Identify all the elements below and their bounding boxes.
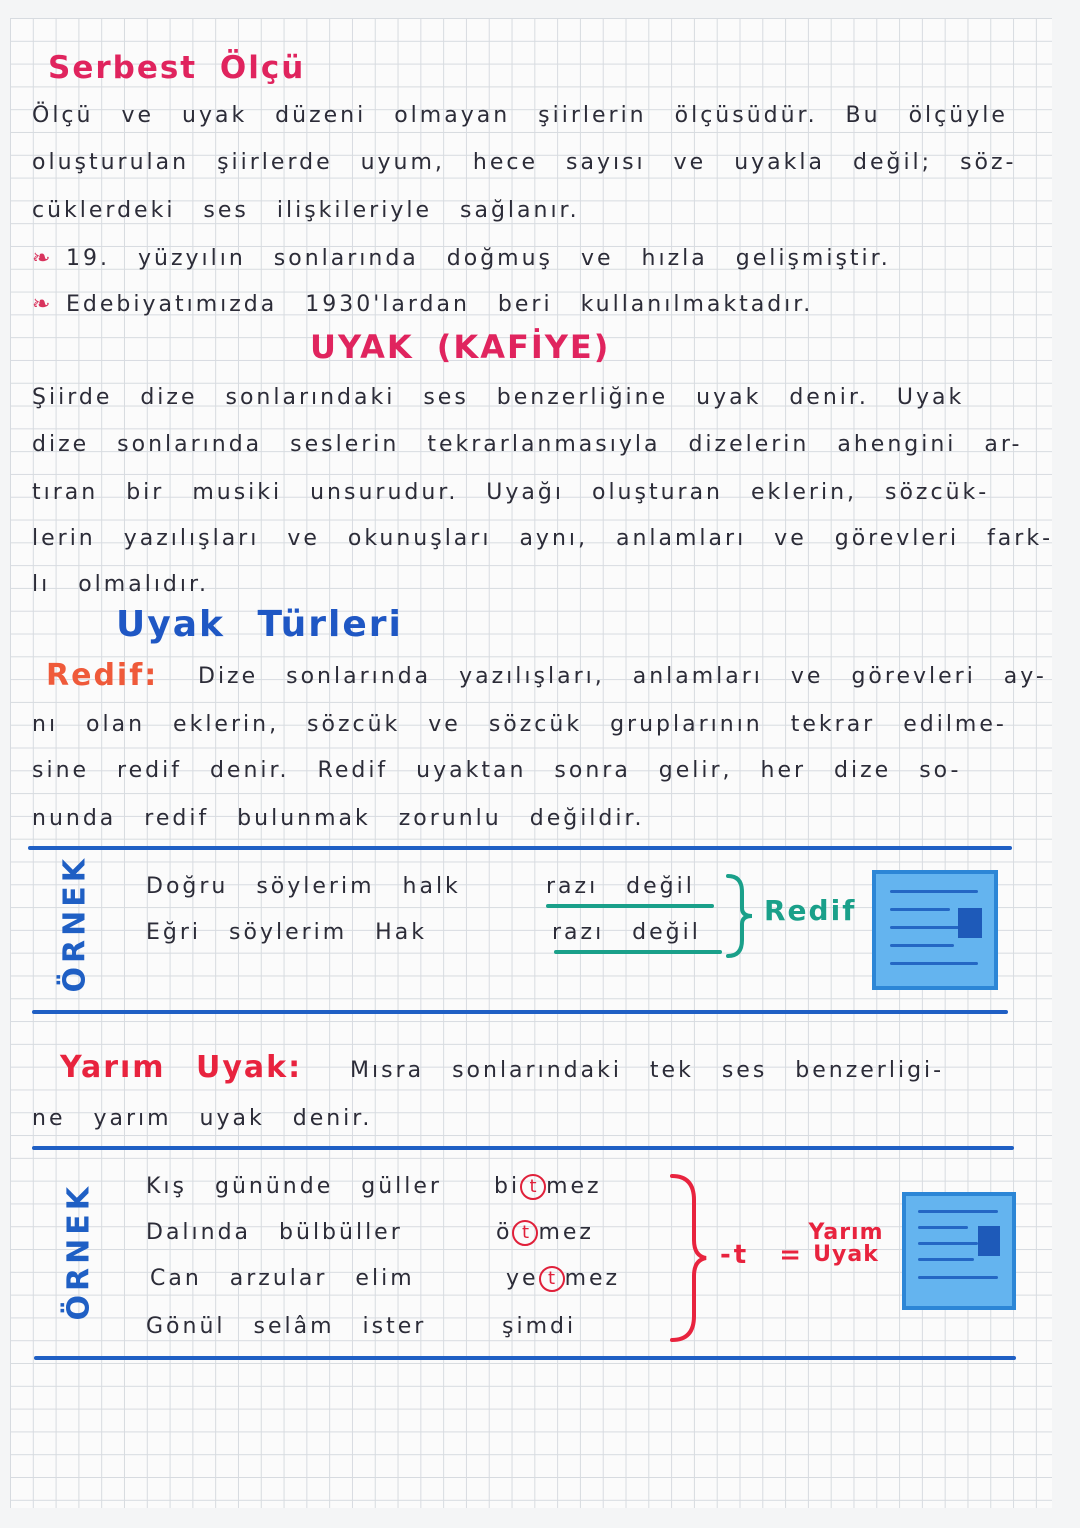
divider: [32, 1010, 1008, 1014]
redif-line-3: sine redif denir. Redif uyaktan sonra gelir, her dize so-: [32, 758, 962, 783]
circled-t: t: [539, 1266, 565, 1292]
ornek2-row1-b: bi t mez: [494, 1174, 602, 1199]
redif-line-4: nunda redif bulunmak zorunlu değildir.: [32, 806, 645, 831]
serbest-line-3: cüklerdeki ses ilişkileriyle sağlanır.: [32, 198, 580, 223]
uyak-line-1: Şiirde dize sonlarındaki ses benzerliğine uyak denir. Uyak: [32, 385, 965, 410]
serbest-line-1: Ölçü ve uyak düzeni olmayan şiirlerin ölçüsüdür. Bu ölçüyle: [32, 103, 1008, 128]
serbest-bullet-1: 19. yüzyılın sonlarında doğmuş ve hızla gelişmiştir.: [66, 246, 891, 271]
ornek1-line2-start: Eğri söylerim Hak: [146, 920, 427, 945]
divider: [32, 1146, 1014, 1150]
uyak-line-2: dize sonlarında seslerin tekrarlanmasıyla dizelerin ahengini ar-: [32, 432, 1023, 457]
ornek-label-1: ÖRNEK: [57, 855, 93, 993]
ornek2-row3-a: Can arzular elim: [150, 1266, 415, 1291]
serbest-bullet-2: Edebiyatımızda 1930'lardan beri kullanılmaktadır.: [66, 292, 814, 317]
yarim-label: Yarım Uyak:: [60, 1050, 303, 1085]
ornek2-row1-a: Kış gününde güller: [146, 1174, 442, 1199]
redif-label: Redif:: [46, 658, 159, 693]
ornek2-row3-b: ye t mez: [506, 1266, 621, 1291]
redif-line-1: Dize sonlarında yazılışları, anlamları ve görevleri ay-: [198, 664, 1047, 689]
uyak-title: UYAK (KAFİYE): [310, 328, 611, 366]
circled-t: t: [520, 1174, 546, 1200]
uyak-line-4: lerin yazılışları ve okunuşları aynı, anlamları ve görevleri fark-: [32, 526, 1054, 551]
uyak-line-3: tıran bir musiki unsurudur. Uyağı oluşturan eklerin, sözcük-: [32, 480, 990, 505]
formula: -t =: [720, 1240, 805, 1270]
bullet-icon: ❧: [32, 292, 51, 317]
bullet-icon: ❧: [32, 246, 51, 271]
ornek-label-2: ÖRNEK: [61, 1183, 97, 1321]
underline: [554, 950, 722, 954]
sticky-note-icon: [902, 1192, 1016, 1310]
redif-line-2: nı olan eklerin, sözcük ve sözcük gruplarının tekrar edilme-: [32, 712, 1007, 737]
divider: [28, 846, 1012, 850]
ornek1-line2-end: razı değil: [552, 920, 701, 945]
yarim-line-1: Mısra sonlarındaki tek ses benzerligi-: [350, 1058, 945, 1083]
brace-icon: [722, 872, 762, 960]
yarim-uyak-tag: Yarım Uyak: [808, 1220, 884, 1267]
ornek2-row4-b: şimdi: [502, 1314, 577, 1339]
turler-title: Uyak Türleri: [116, 604, 403, 645]
ornek2-row4-a: Gönül selâm ister: [146, 1314, 427, 1339]
ornek1-line1-start: Doğru söylerim halk: [146, 874, 461, 899]
sticky-note-icon: [872, 870, 998, 990]
yarim-line-2: ne yarım uyak denir.: [32, 1106, 373, 1131]
ornek1-line1-end: razı değil: [546, 874, 695, 899]
divider: [34, 1356, 1016, 1360]
ornek2-row2-a: Dalında bülbüller: [146, 1220, 403, 1245]
underline: [546, 904, 714, 908]
uyak-line-5: lı olmalıdır.: [32, 572, 210, 597]
serbest-title: Serbest Ölçü: [48, 50, 306, 86]
circled-t: t: [512, 1220, 538, 1246]
serbest-line-2: oluşturulan şiirlerde uyum, hece sayısı ve uyakla değil; söz-: [32, 150, 1017, 175]
ornek2-row2-b: ö t mez: [496, 1220, 594, 1245]
brace-icon: [666, 1170, 714, 1346]
redif-tag: Redif: [764, 894, 857, 927]
